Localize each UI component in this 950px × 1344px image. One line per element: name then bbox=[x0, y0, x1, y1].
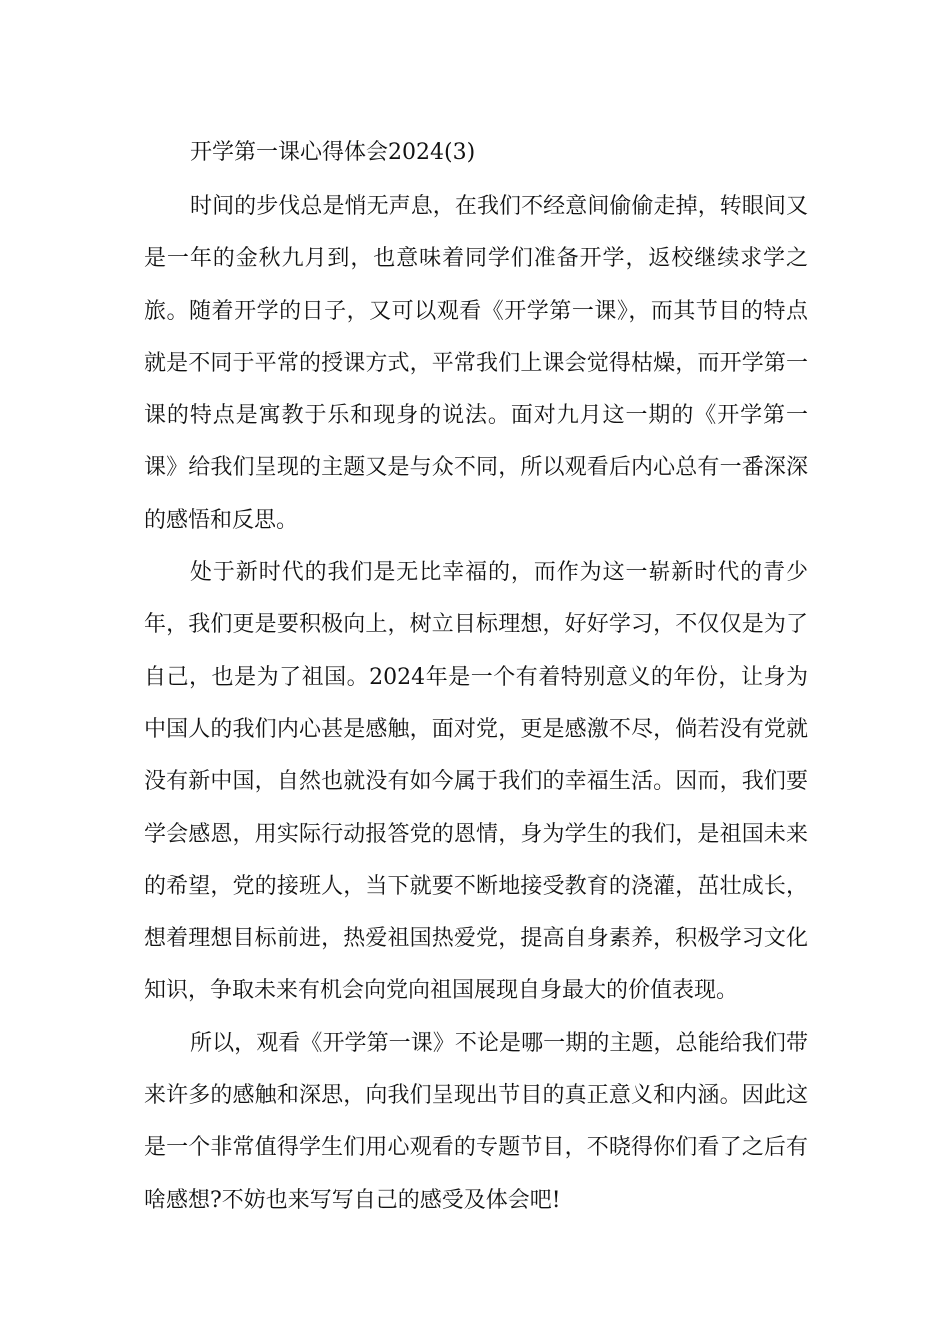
document-title: 开学第一课心得体会2024(3) bbox=[190, 140, 476, 165]
document-body bbox=[144, 181, 808, 1227]
paragraph-3: 所以，观看《开学第一课》不论是哪一期的主题，总能给我们带来许多的感触和深思，向我们呈现出节目的真正意义和内涵。因此这是一个非常值得学生们用心观看的专题节目，不晓得你们看了之后有啥感想?不妨也来写写自己的感受及体会吧! bbox=[144, 1030, 808, 1213]
paragraph-1: 时间的步伐总是悄无声息，在我们不经意间偷偷走掉，转眼间又是一年的金秋九月到，也意味着同学们准备开学，返校继续求学之旅。随着开学的日子，又可以观看《开学第一课》，而其节目的特点就是不同于平常的授课方式，平常我们上课会觉得枯燥，而开学第一课的特点是寓教于乐和现身的说法。面对九月这一期的《开学第一课》给我们呈现的主题又是与众不同，所以观看后内心总有一番深深的感悟和反思。 bbox=[144, 194, 808, 533]
paragraph-2: 处于新时代的我们是无比幸福的，而作为这一崭新时代的青少年，我们更是要积极向上，树立目标理想，好好学习，不仅仅是为了自己，也是为了祖国。2024年是一个有着特别意义的年份，让身为中国人的我们内心甚是感触，面对党，更是感激不尽，倘若没有党就没有新中国，自然也就没有如今属于我们的幸福生活。因而，我们要学会感恩，用实际行动报答党的恩情，身为学生的我们，是祖国未来的希望，党的接班人，当下就要不断地接受教育的浇灌，茁壮成长，想着理想目标前进，热爱祖国热爱党，提高自身素养，积极学习文化知识，争取未来有机会向党向祖国展现自身最大的价值表现。 bbox=[144, 560, 808, 1004]
